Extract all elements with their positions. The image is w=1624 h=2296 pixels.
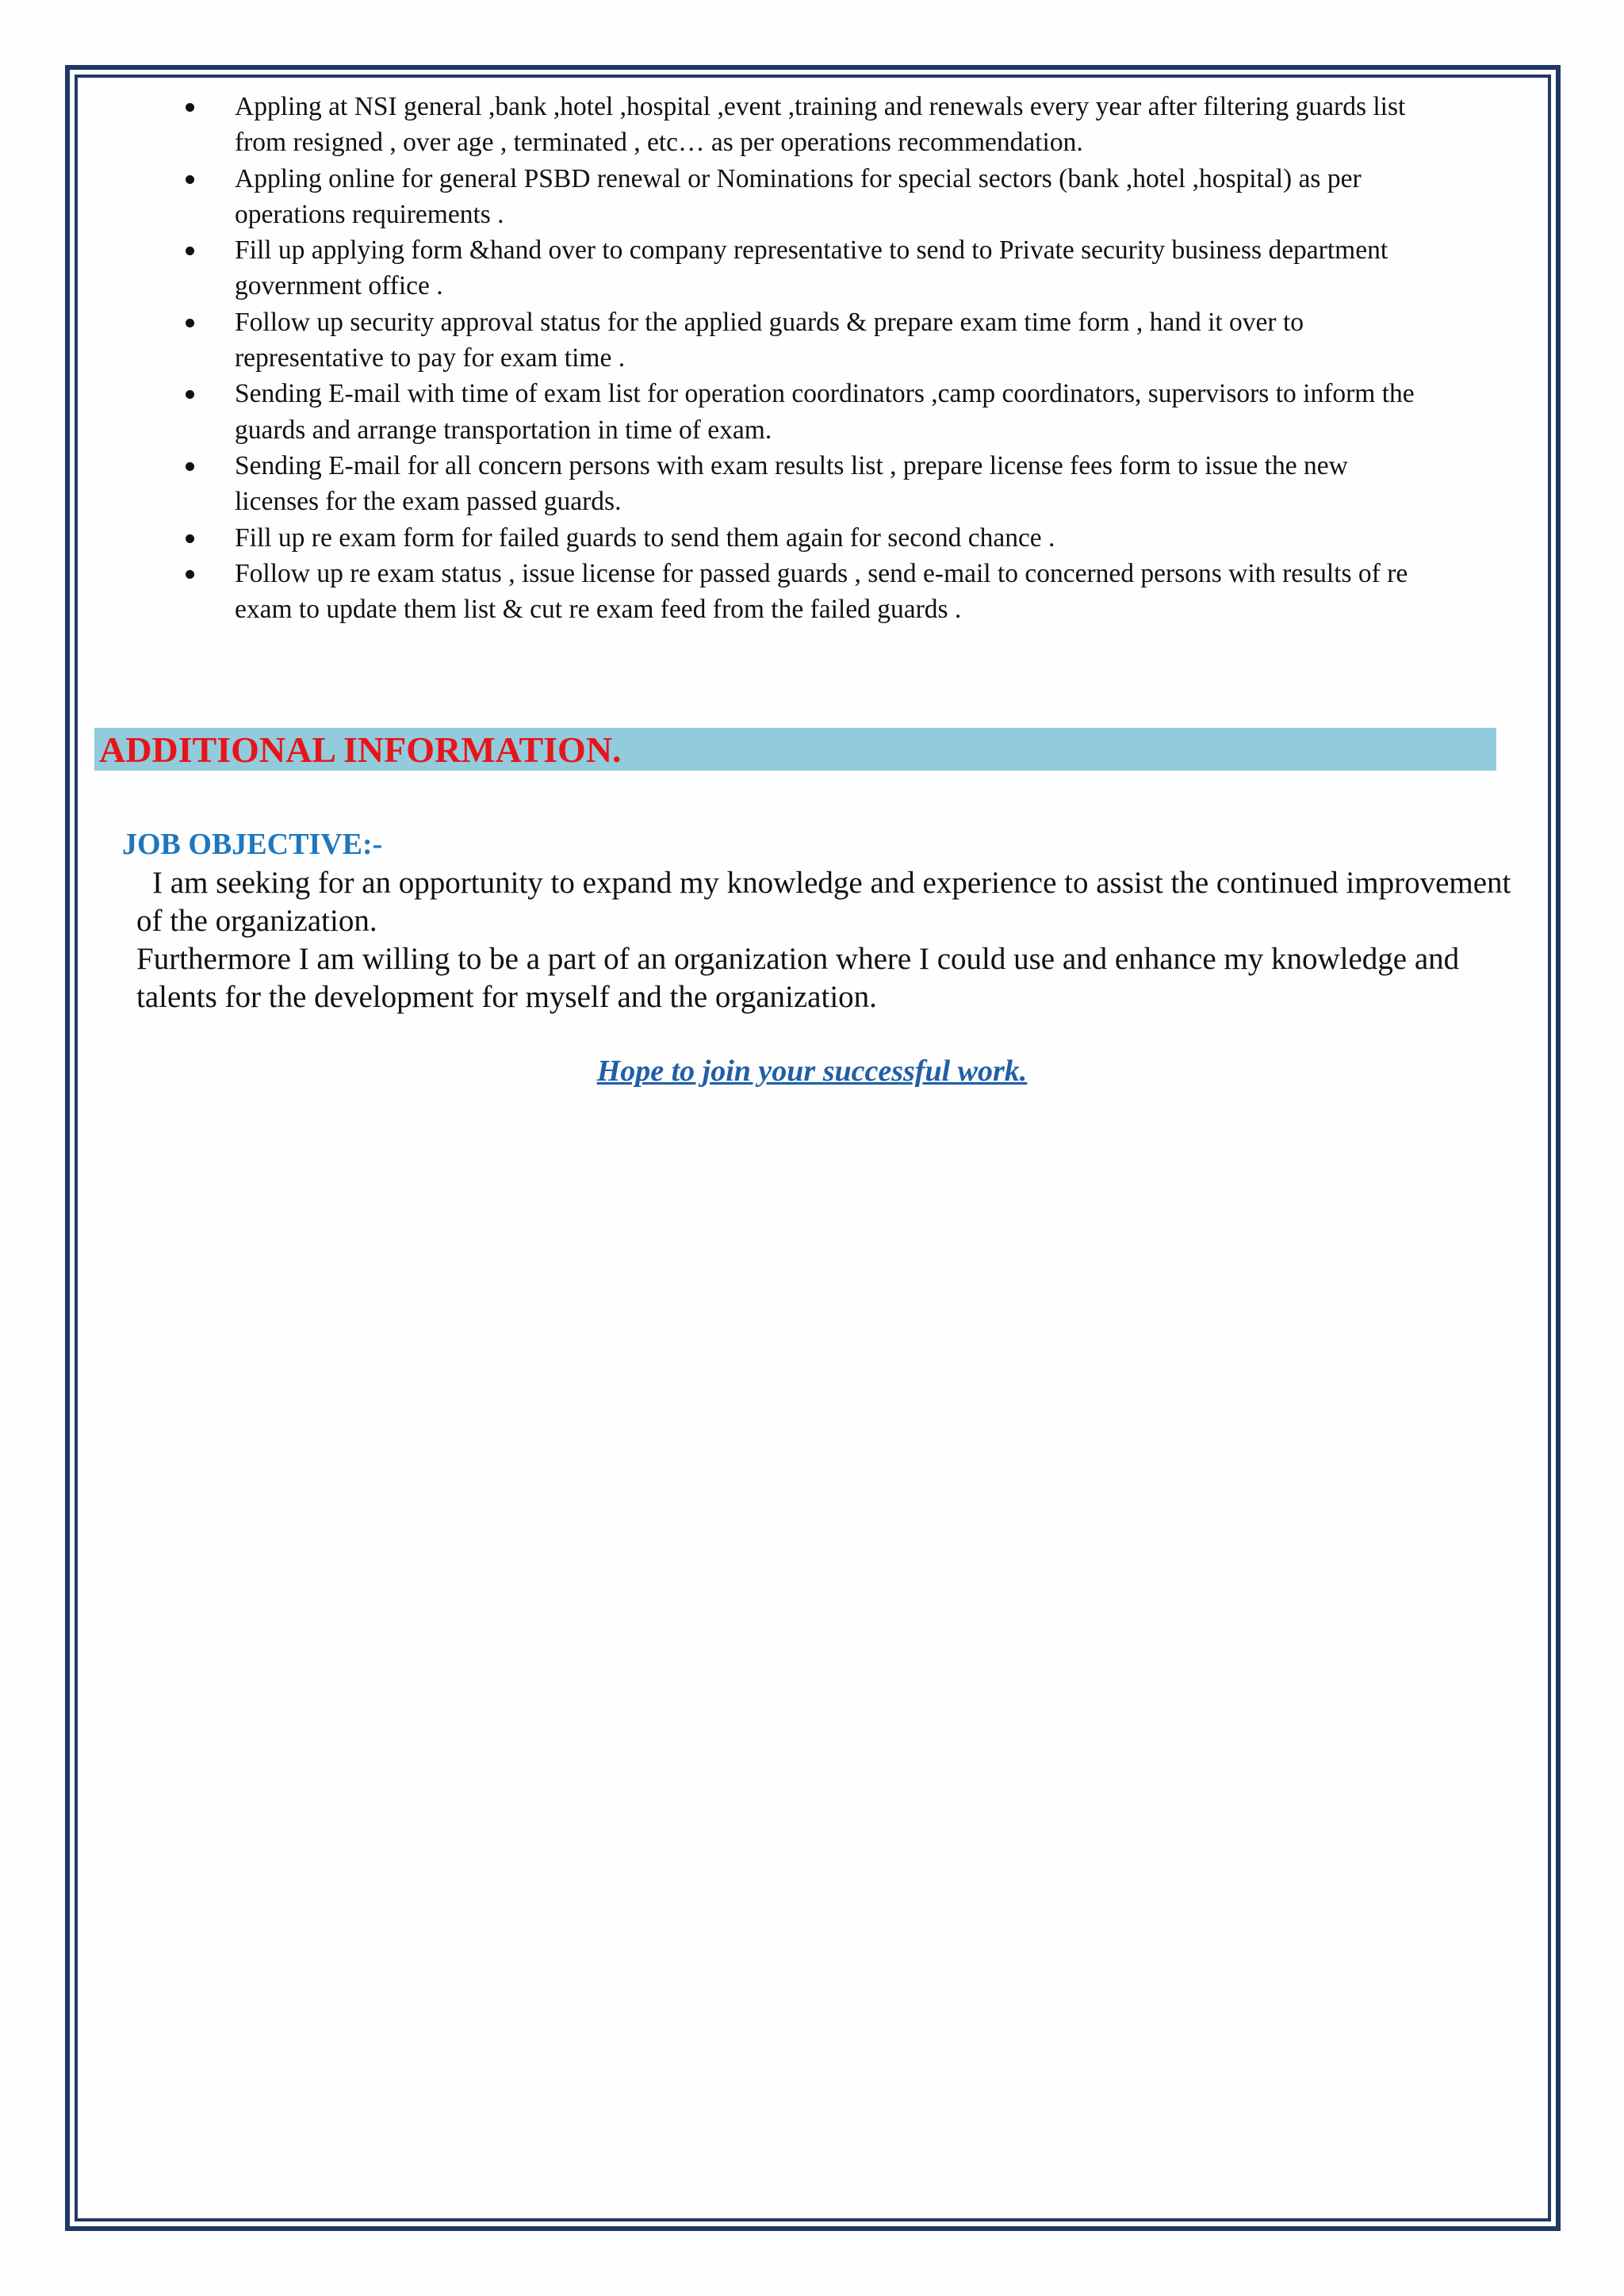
duties-list	[179, 89, 1416, 627]
list-item	[179, 232, 1416, 304]
section-header-bar	[94, 728, 1496, 771]
duty-text: Sending E-mail for all concern persons with exam results list , prepare license fees form to issue the new licenses for the exam passed guards.	[235, 450, 1348, 517]
bullet-icon	[186, 247, 194, 255]
list-item	[179, 376, 1416, 448]
bullet-icon	[186, 103, 194, 112]
objective-heading: JOB OBJECTIVE:-	[122, 828, 383, 861]
duty-text: Follow up security approval status for the applied guards & prepare exam time form , hand it over to representative to pay for exam time .	[235, 307, 1304, 373]
bullet-icon	[186, 462, 194, 471]
objective-paragraph: I am seeking for an opportunity to expand my knowledge and experience to assist the continued improvement of the organization.	[136, 866, 1511, 938]
bullet-icon	[186, 319, 194, 327]
bullet-icon	[186, 390, 194, 399]
list-item	[179, 448, 1416, 520]
duty-text: Fill up re exam form for failed guards to send them again for second chance .	[235, 522, 1055, 553]
objective-paragraph-continued: Furthermore I am willing to be a part of an organization where I could use and enhance my knowledge and talents for the development for myself and the organization.	[136, 942, 1460, 1014]
list-item	[179, 556, 1416, 628]
duty-text: Appling at NSI general ,bank ,hotel ,hospital ,event ,training and renewals every year after filtering guards list from resigned , over age , terminated , etc… as per operations recommendation.	[235, 92, 1406, 158]
list-item	[179, 304, 1416, 377]
duty-text: Fill up applying form &hand over to company representative to send to Private security business department government office .	[235, 235, 1388, 301]
bullet-icon	[186, 570, 194, 579]
bullet-icon	[186, 175, 194, 184]
list-item	[179, 161, 1416, 233]
closing-statement: Hope to join your successful work.	[596, 1054, 1028, 1088]
duty-text: Sending E-mail with time of exam list for operation coordinators ,camp coordinators, supervisors to inform the guards and arrange transportation in time of exam.	[235, 379, 1415, 445]
section-title: ADDITIONAL INFORMATION.	[99, 729, 622, 770]
list-item	[179, 520, 1416, 556]
duty-text: Follow up re exam status , issue license for passed guards , send e-mail to concerned persons with results of re exam to update them list & cut re exam feed from the failed guards .	[235, 558, 1408, 625]
list-item	[179, 89, 1416, 161]
duty-text: Appling online for general PSBD renewal or Nominations for special sectors (bank ,hotel ,hospital) as per operations requirements .	[235, 163, 1362, 229]
bullet-icon	[186, 534, 194, 543]
